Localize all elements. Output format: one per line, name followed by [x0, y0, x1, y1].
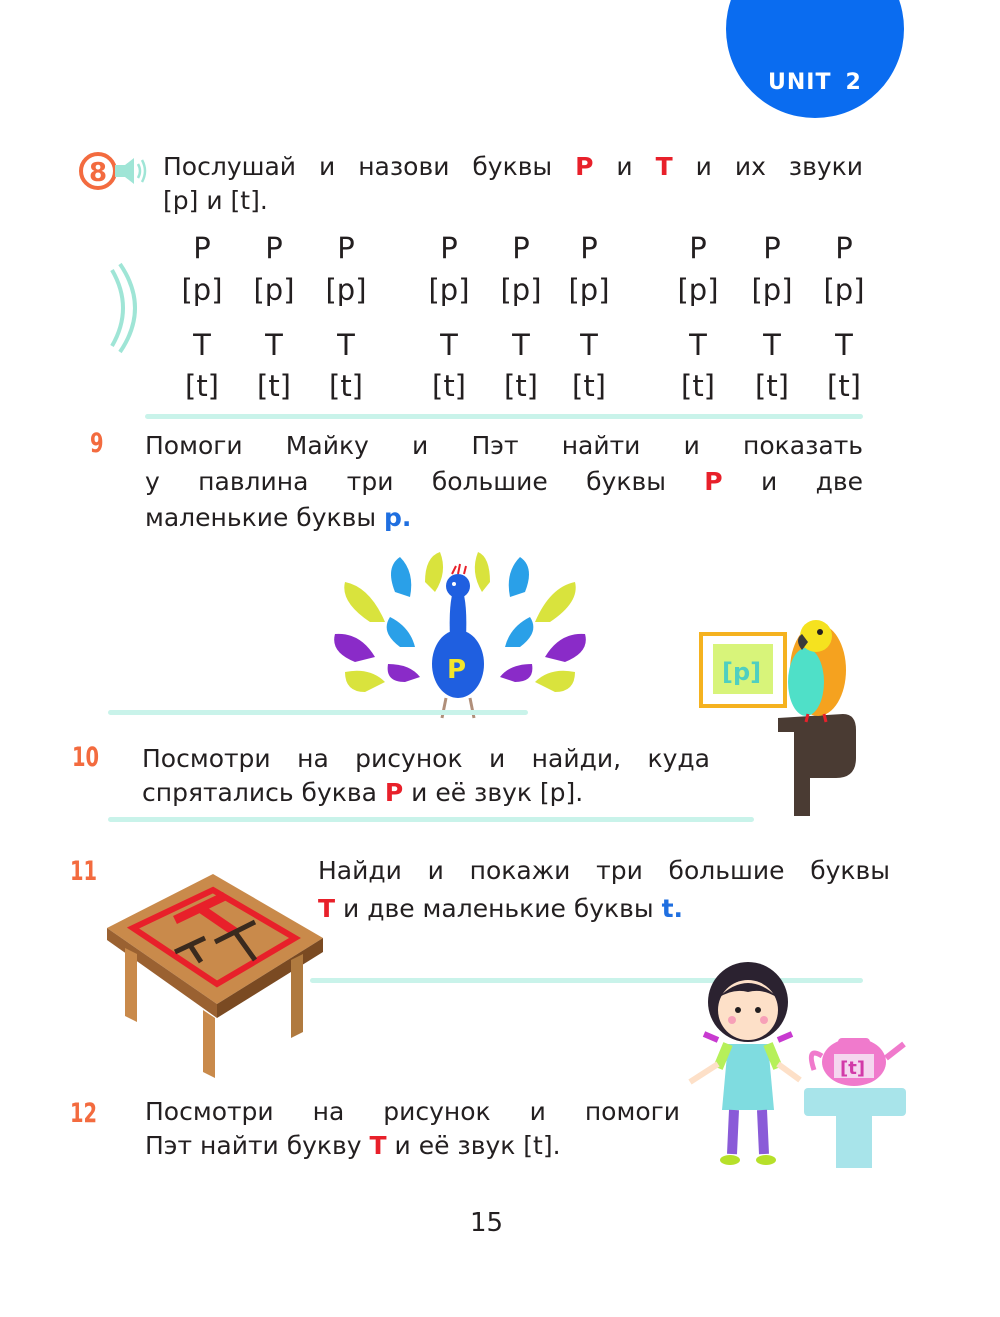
audio-icon[interactable]	[78, 150, 150, 192]
grid-letter: T	[440, 328, 458, 362]
grid-letter: T	[193, 328, 211, 362]
unit-label: UNIT 2	[768, 70, 862, 95]
grid-letter: T	[835, 328, 853, 362]
grid-sound: [p]	[500, 273, 542, 307]
blue-letter-p: p.	[384, 503, 412, 532]
task-10-number: 10	[72, 742, 100, 773]
grid-sound: [p]	[181, 273, 223, 307]
task-10-instruction: Посмотри на рисунок и найди, куда спрятались буква P и её звук [p].	[142, 744, 710, 807]
grid-letter: P	[265, 231, 283, 265]
grid-sound: [t]	[572, 369, 606, 403]
svg-text:P: P	[447, 655, 467, 685]
grid-sound: [p]	[751, 273, 793, 307]
grid-sound: [t]	[257, 369, 291, 403]
parrot-illustration	[698, 610, 870, 826]
task-12-instruction: Посмотри на рисунок и помоги Пэт найти букву T и её звук [t].	[145, 1097, 680, 1160]
grid-letter: P	[580, 231, 598, 265]
sound-waves-decoration	[106, 262, 146, 354]
grid-sound: [p]	[823, 273, 865, 307]
grid-sound: [t]	[432, 369, 466, 403]
blue-letter-t: t.	[661, 894, 684, 923]
task-8-number: 8	[89, 158, 108, 188]
red-letter-p: P	[704, 467, 723, 496]
grid-sound: [p]	[568, 273, 610, 307]
task-12-number: 12	[70, 1098, 98, 1129]
grid-sound: [p]	[325, 273, 367, 307]
grid-letter: P	[763, 231, 781, 265]
grid-sound: [p]	[428, 273, 470, 307]
divider	[108, 817, 754, 822]
grid-letter: T	[512, 328, 530, 362]
grid-letter: P	[193, 231, 211, 265]
divider	[145, 414, 863, 419]
red-letter-t: T	[318, 894, 336, 923]
grid-letter: P	[337, 231, 355, 265]
grid-letter: P	[512, 231, 530, 265]
peacock-illustration	[330, 552, 590, 722]
grid-sound: [t]	[827, 369, 861, 403]
unit-number: 2	[845, 70, 862, 95]
grid-letter: P	[440, 231, 458, 265]
grid-letter: T	[337, 328, 355, 362]
task-11-instruction: Найди и покажи три большие буквы T и две маленькие буквы t.	[318, 856, 890, 923]
grid-letter: T	[763, 328, 781, 362]
teapot-label: [t]	[840, 1058, 866, 1079]
divider	[108, 710, 528, 715]
grid-sound: [t]	[185, 369, 219, 403]
grid-sound: [t]	[504, 369, 538, 403]
girl-illustration	[688, 958, 910, 1170]
grid-letter: T	[689, 328, 707, 362]
grid-letter: P	[689, 231, 707, 265]
unit-badge	[726, 0, 904, 118]
grid-letter: P	[835, 231, 853, 265]
task-8-instruction: Послушай и назови буквы P и T и их звуки [p] и [t].	[163, 152, 863, 215]
red-letter-p: P	[575, 152, 594, 181]
task-9-instruction: Помоги Майку и Пэт найти и показать у павлина три большие буквы P и две маленькие буквы p.	[145, 431, 863, 532]
grid-sound: [t]	[755, 369, 789, 403]
sign-label: [p]	[722, 658, 762, 686]
red-letter-t: T	[655, 152, 673, 181]
grid-sound: [p]	[253, 273, 295, 307]
grid-sound: [t]	[329, 369, 363, 403]
red-letter-p: P	[384, 778, 404, 807]
grid-sound: [t]	[681, 369, 715, 403]
task-9-number: 9	[90, 428, 104, 459]
page-number: 15	[470, 1208, 504, 1238]
table-illustration	[105, 872, 327, 1082]
task-11-number: 11	[70, 856, 98, 887]
grid-letter: T	[265, 328, 283, 362]
grid-sound: [p]	[677, 273, 719, 307]
grid-letter: T	[580, 328, 598, 362]
red-letter-t: T	[369, 1131, 387, 1160]
